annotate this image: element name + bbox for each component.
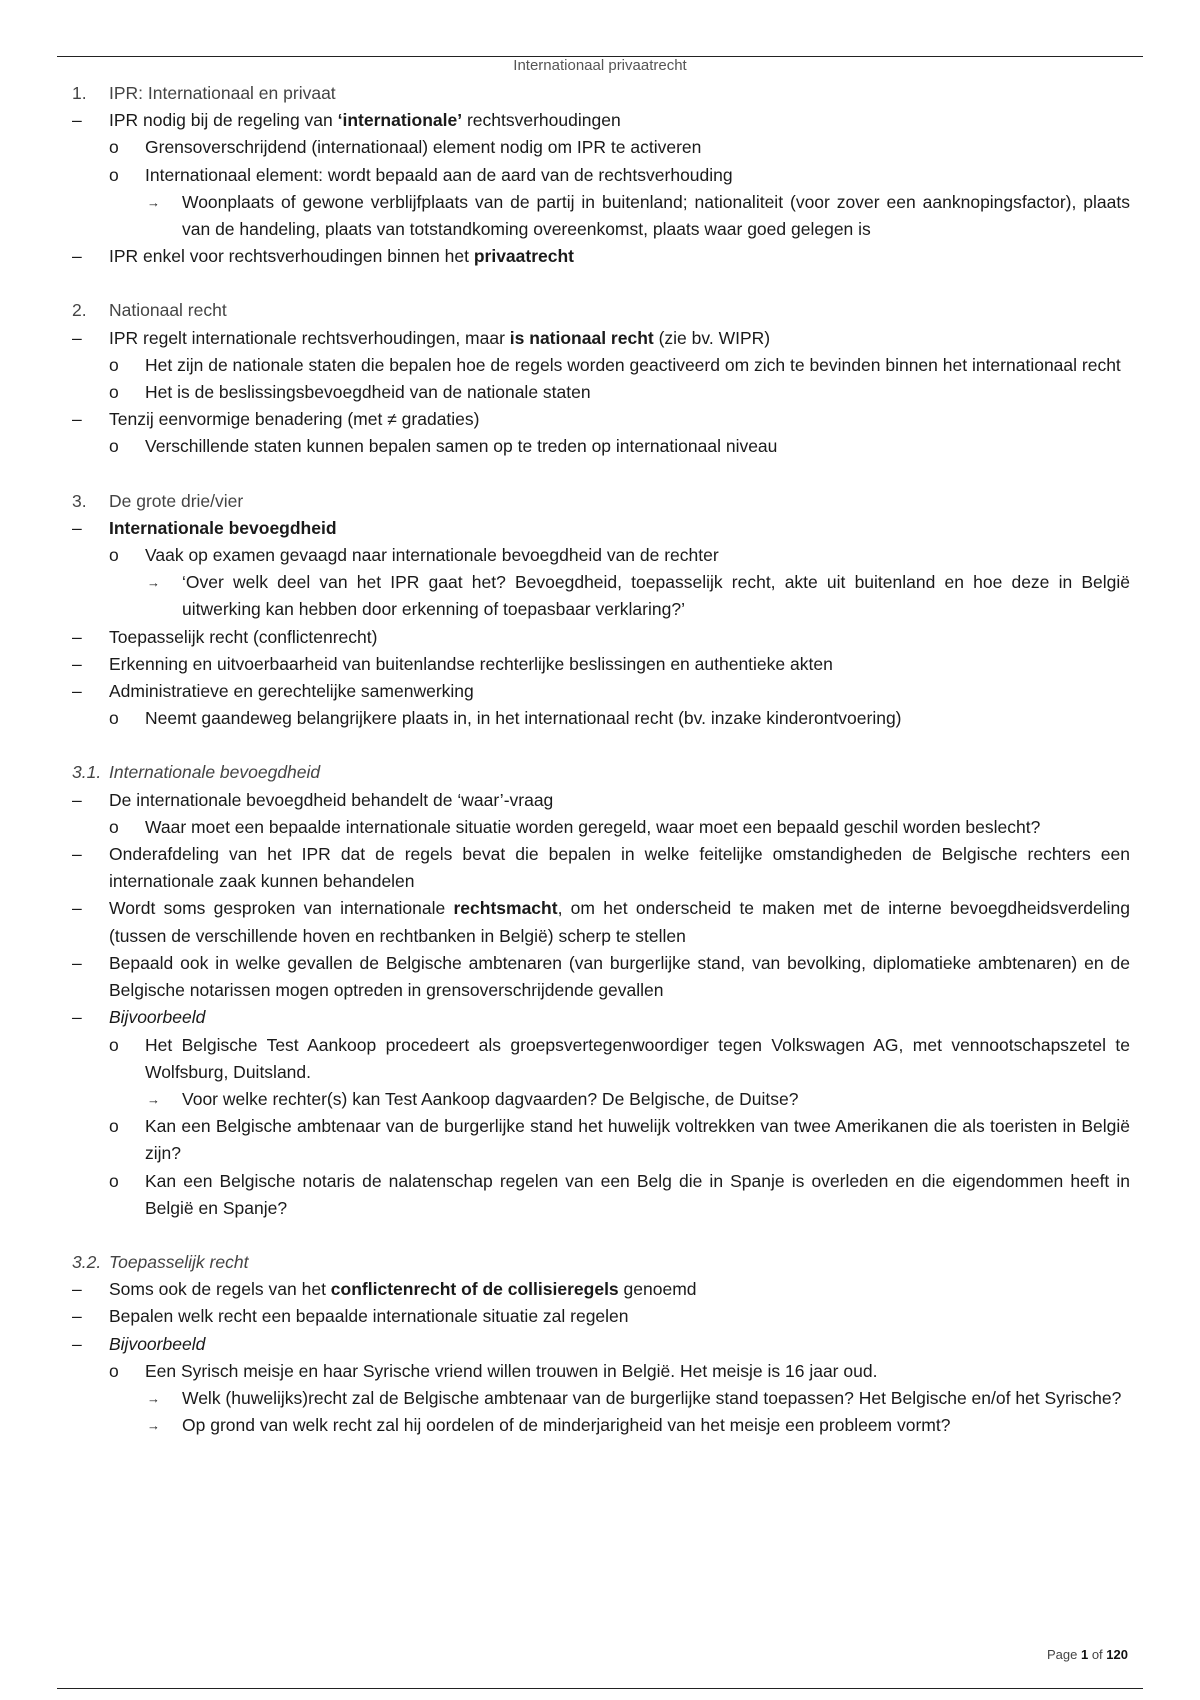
bullet-item: – Tenzij eenvormige benadering (met ≠ gradaties): [72, 406, 1130, 433]
section-heading: [72, 80, 1130, 107]
section-number: 1.: [72, 83, 87, 103]
section-title: De grote drie/vier: [109, 490, 244, 511]
bullet-item: – De internationale bevoegdheid behandelt de ‘waar’-vraag: [72, 787, 1130, 814]
section-title: IPR: Internationaal en privaat: [109, 83, 336, 103]
sub-bullet-item: o Internationaal element: wordt bepaald aan de aard van de rechtsverhouding: [72, 162, 1130, 189]
dash-marker: –: [72, 844, 82, 865]
section-number: 3.2.: [72, 1251, 102, 1272]
dash-marker: –: [72, 327, 82, 348]
arrow-item: → Voor welke rechter(s) kan Test Aankoop dagvaarden? De Belgische, de Duitse?: [72, 1086, 1130, 1113]
circle-marker: o: [109, 816, 119, 837]
section-number: 3.: [72, 490, 87, 511]
circle-marker: o: [109, 1360, 119, 1381]
dash-marker: –: [72, 681, 82, 702]
dash-marker: –: [72, 110, 82, 131]
sub-bullet-item: o Vaak op examen gevaagd naar internationale bevoegdheid van de rechter: [72, 542, 1130, 569]
sub-bullet-item: o Het is de beslissingsbevoegdheid van de nationale staten: [72, 379, 1130, 406]
arrow-icon: →: [147, 1418, 160, 1434]
section-title: Toepasselijk recht: [109, 1251, 249, 1272]
bullet-item: – Bijvoorbeeld: [72, 1004, 1130, 1031]
circle-marker: o: [109, 354, 119, 375]
section-title: Internationale bevoegdheid: [109, 762, 321, 783]
dash-marker: –: [72, 517, 82, 538]
section-heading: [72, 488, 1130, 515]
bullet-item: – Bijvoorbeeld: [72, 1331, 1130, 1358]
bullet-item: – IPR nodig bij de regeling van ‘internationale’ rechtsverhoudingen: [72, 107, 1130, 134]
document-body: [72, 80, 1130, 1439]
sub-bullet-item: o Kan een Belgische notaris de nalatenschap regelen van een Belg die in Spanje is overleden en die eigendommen heeft in België en Spanje?: [72, 1168, 1130, 1222]
bullet-item: – IPR regelt internationale rechtsverhoudingen, maar is nationaal recht (zie bv. WIPR): [72, 325, 1130, 352]
section-number: 2.: [72, 300, 87, 321]
arrow-icon: →: [147, 194, 160, 210]
circle-marker: o: [109, 137, 119, 158]
circle-marker: o: [109, 1034, 119, 1055]
bullet-item: – Internationale bevoegdheid: [72, 515, 1130, 542]
dash-marker: –: [72, 898, 82, 919]
dash-marker: –: [72, 246, 82, 267]
sub-bullet-item: o Verschillende staten kunnen bepalen samen op te treden op internationaal niveau: [72, 433, 1130, 460]
subsection-heading: [72, 1249, 1130, 1276]
sub-bullet-item: o Neemt gaandeweg belangrijkere plaats in, in het internationaal recht (bv. inzake kinderontvoering): [72, 705, 1130, 732]
circle-marker: o: [109, 1116, 119, 1137]
bullet-item: – Erkenning en uitvoerbaarheid van buitenlandse rechterlijke beslissingen en authentieke akten: [72, 651, 1130, 678]
bullet-item: – Bepaald ook in welke gevallen de Belgische ambtenaren (van burgerlijke stand, van bevolking, diplomatieke ambtenaren) en de Belgische notarissen mogen optreden in grensoverschrijdende gevallen: [72, 950, 1130, 1004]
dash-marker: –: [72, 1333, 82, 1354]
arrow-icon: →: [147, 575, 160, 591]
arrow-item: → ‘Over welk deel van het IPR gaat het? Bevoegdheid, toepasselijk recht, akte uit buitenland en hoe deze in België uitwerking kan hebben door erkenning of toepasbaar verklaring?’: [72, 569, 1130, 623]
circle-marker: o: [109, 1170, 119, 1191]
dash-marker: –: [72, 1279, 82, 1300]
circle-marker: o: [109, 382, 119, 403]
footer-rule: [57, 1688, 1143, 1689]
section-title: Nationaal recht: [109, 300, 227, 321]
section-number: 3.1.: [72, 762, 102, 783]
bullet-item: – IPR enkel voor rechtsverhoudingen binnen het privaatrecht: [72, 243, 1130, 270]
sub-bullet-item: o Een Syrisch meisje en haar Syrische vriend willen trouwen in België. Het meisje is 16 jaar oud.: [72, 1358, 1130, 1385]
circle-marker: o: [109, 164, 119, 185]
bullet-item: – Toepasselijk recht (conflictenrecht): [72, 624, 1130, 651]
circle-marker: o: [109, 708, 119, 729]
dash-marker: –: [72, 626, 82, 647]
sub-bullet-item: o Kan een Belgische ambtenaar van de burgerlijke stand het huwelijk voltrekken van twee Amerikanen die als toeristen in België zijn?: [72, 1113, 1130, 1167]
dash-marker: –: [72, 409, 82, 430]
arrow-icon: →: [147, 1091, 160, 1107]
sub-bullet-item: o Grensoverschrijdend (internationaal) element nodig om IPR te activeren: [72, 134, 1130, 161]
sub-bullet-item: o Het Belgische Test Aankoop procedeert als groepsvertegenwoordiger tegen Volkswagen AG, met vennootschapszetel te Wolfsburg, Duitsland.: [72, 1032, 1130, 1086]
bullet-item: – Onderafdeling van het IPR dat de regels bevat die bepalen in welke feitelijke omstandigheden de Belgische rechters een internationale zaak kunnen behandelen: [72, 841, 1130, 895]
bullet-item: – Wordt soms gesproken van internationale rechtsmacht, om het onderscheid te maken met de interne bevoegdheidsverdeling (tussen de verschillende hoven en rechtbanken in België) scherp te stellen: [72, 895, 1130, 949]
circle-marker: o: [109, 436, 119, 457]
arrow-icon: →: [147, 1390, 160, 1406]
header-title: Internationaal privaatrecht: [513, 57, 687, 74]
subsection-heading: [72, 759, 1130, 786]
sub-bullet-item: o Het zijn de nationale staten die bepalen hoe de regels worden geactiveerd om zich te bevinden binnen het internationaal recht: [72, 352, 1130, 379]
arrow-item: → Woonplaats of gewone verblijfplaats van de partij in buitenland; nationaliteit (voor zover een aanknopingsfactor), plaats van de handeling, plaats van totstandkoming overeenkomst, plaats waar goed gelegen is: [72, 189, 1130, 243]
bullet-item: – Bepalen welk recht een bepaalde internationale situatie zal regelen: [72, 1303, 1130, 1330]
circle-marker: o: [109, 545, 119, 566]
dash-marker: –: [72, 653, 82, 674]
bullet-item: – Soms ook de regels van het conflictenrecht of de collisieregels genoemd: [72, 1276, 1130, 1303]
dash-marker: –: [72, 789, 82, 810]
section-heading: [72, 297, 1130, 324]
page-number: Page 1 of 120: [1046, 1647, 1128, 1662]
bullet-item: – Administratieve en gerechtelijke samenwerking: [72, 678, 1130, 705]
sub-bullet-item: o Waar moet een bepaalde internationale situatie worden geregeld, waar moet een bepaald geschil worden beslecht?: [72, 814, 1130, 841]
dash-marker: –: [72, 1306, 82, 1327]
arrow-item: → Welk (huwelijks)recht zal de Belgische ambtenaar van de burgerlijke stand toepassen? Het Belgische en/of het Syrische?: [72, 1385, 1130, 1412]
arrow-item: → Op grond van welk recht zal hij oordelen of de minderjarigheid van het meisje een probleem vormt?: [72, 1412, 1130, 1439]
dash-marker: –: [72, 952, 82, 973]
dash-marker: –: [72, 1007, 82, 1028]
